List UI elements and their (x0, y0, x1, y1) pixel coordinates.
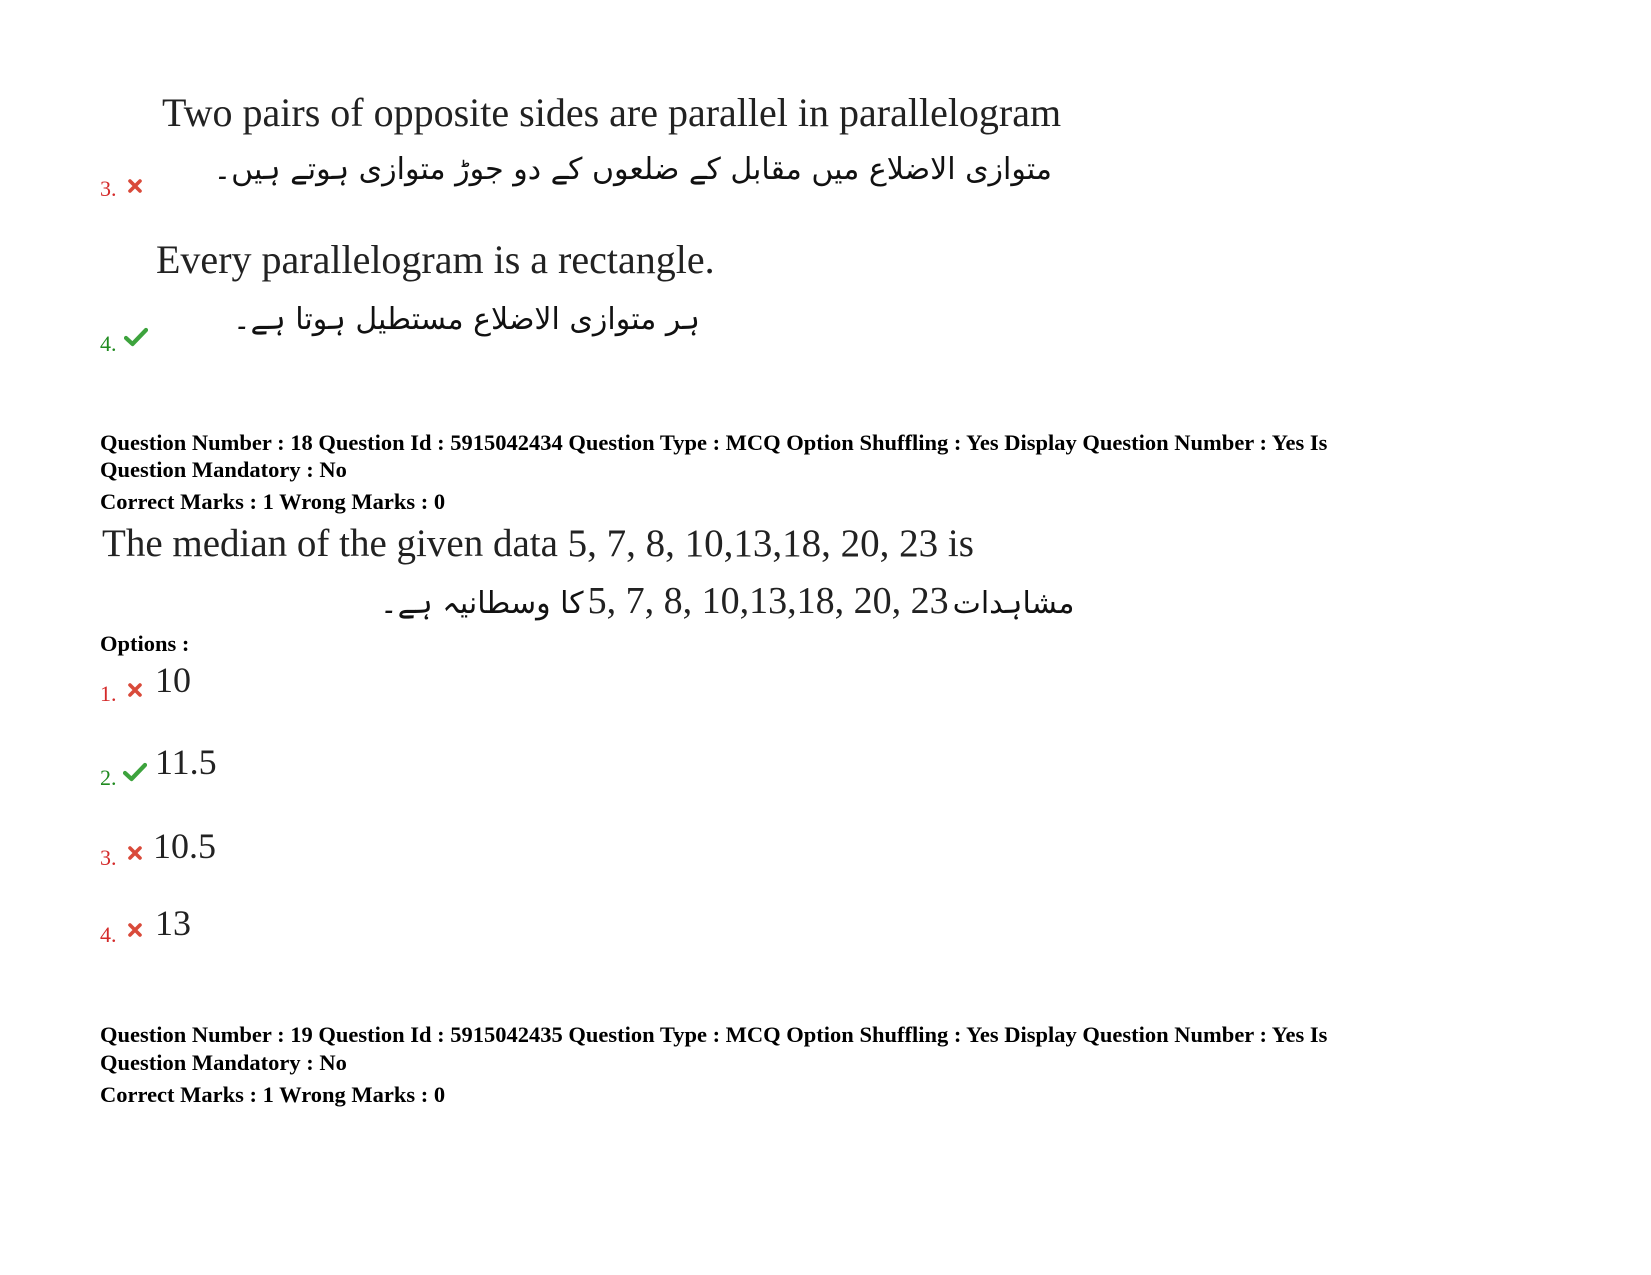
option-english-text: Two pairs of opposite sides are parallel in parallelogram (162, 90, 1062, 135)
question-marks: Correct Marks : 1 Wrong Marks : 0 (100, 489, 446, 514)
cross-icon (127, 845, 143, 861)
option-value: 10 (155, 660, 191, 700)
option-number: 4. (100, 922, 117, 947)
question-meta-line: Question Number : 19 Question Id : 5915042435 Question Type : MCQ Option Shuffling : Yes Display Question Number : Yes Is (100, 1022, 1328, 1047)
option-number: 1. (100, 681, 117, 706)
option-number: 3. (100, 176, 117, 201)
option-english-text: Every parallelogram is a rectangle. (156, 237, 715, 282)
question-meta-line: Question Mandatory : No (100, 1050, 347, 1075)
option-value: 11.5 (155, 742, 217, 782)
option-number: 2. (100, 765, 117, 790)
check-icon (124, 327, 148, 347)
urdu-prefix: مشاہدات (952, 586, 1075, 621)
question-meta-line: Question Mandatory : No (100, 457, 347, 482)
cross-icon (127, 178, 143, 194)
option-value: 10.5 (153, 826, 216, 866)
question-urdu-text (380, 580, 1075, 622)
question-meta-line: Question Number : 18 Question Id : 5915042434 Question Type : MCQ Option Shuffling : Yes Display Question Number : Yes Is (100, 430, 1328, 455)
urdu-suffix: کا وسطانیہ ہے۔ (380, 586, 584, 621)
urdu-numbers: 5, 7, 8, 10,13,18, 20, 23 (587, 580, 949, 622)
option-value: 13 (155, 903, 191, 943)
question-english-text: The median of the given data 5, 7, 8, 10,13,18, 20, 23 is (102, 522, 974, 565)
question-marks: Correct Marks : 1 Wrong Marks : 0 (100, 1082, 446, 1107)
cross-icon (127, 922, 143, 938)
option-number: 3. (100, 845, 117, 870)
option-urdu-text: ہر متوازی الاضلاع مستطیل ہوتا ہے۔ (232, 302, 700, 337)
cross-icon (127, 682, 143, 698)
options-label: Options : (100, 631, 190, 656)
option-urdu-text: متوازی الاضلاع میں مقابل کے ضلعوں کے دو جوڑ متوازی ہوتے ہیں۔ (213, 152, 1052, 187)
option-number: 4. (100, 331, 117, 356)
check-icon (123, 762, 147, 782)
